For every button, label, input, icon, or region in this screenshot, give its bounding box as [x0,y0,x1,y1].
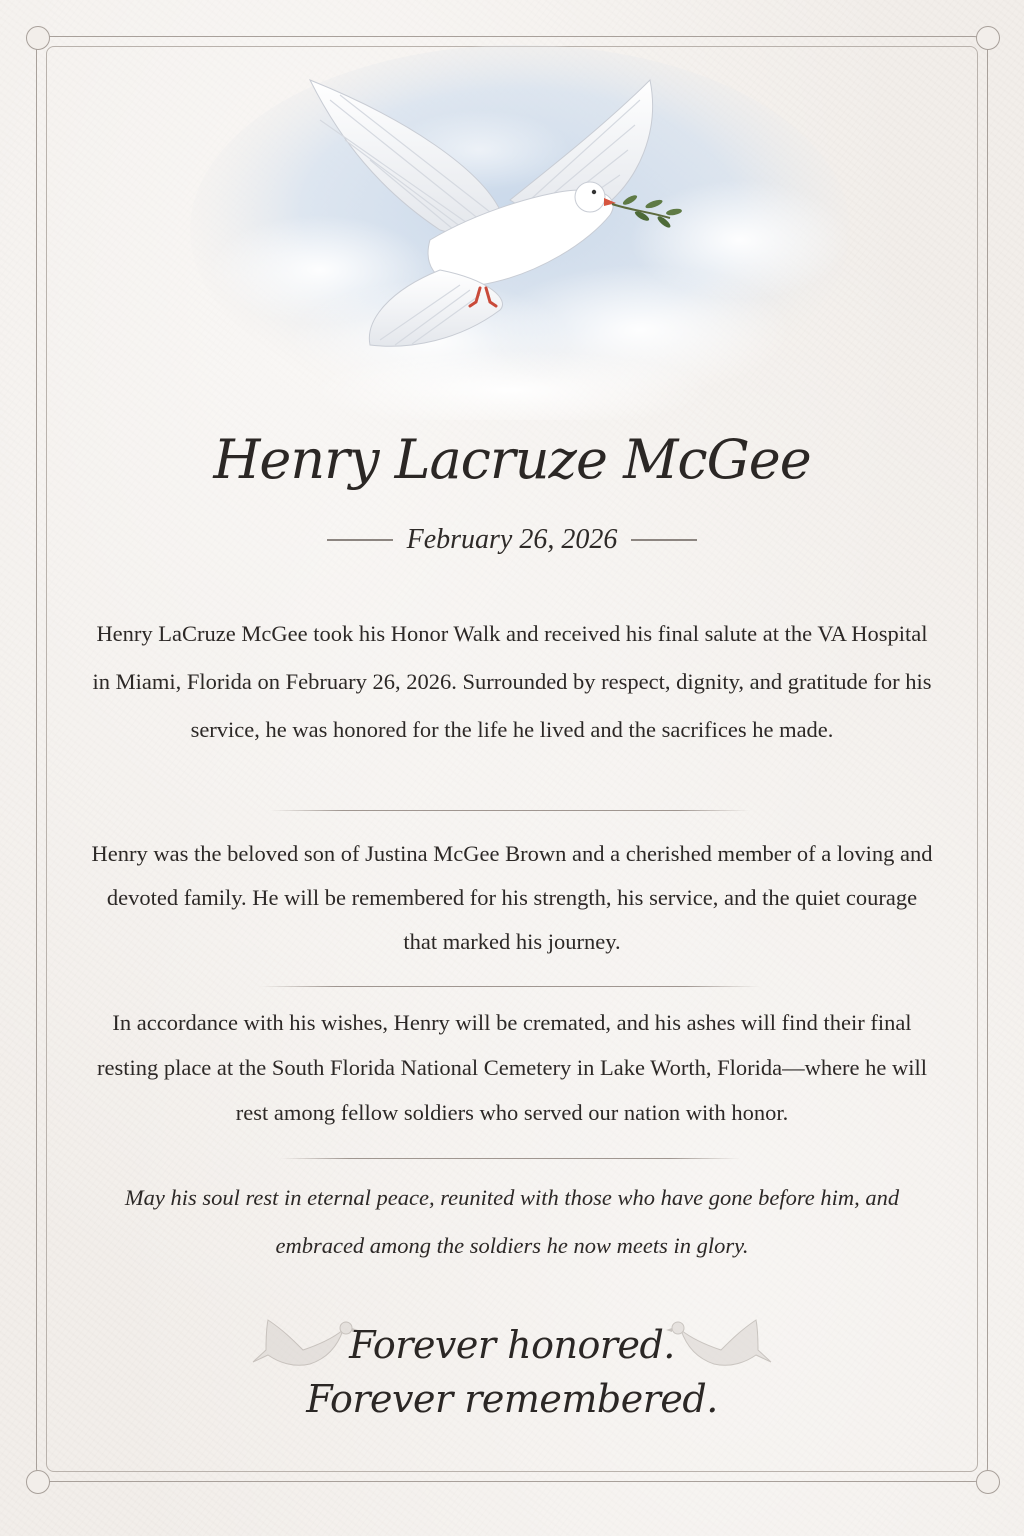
frame-corner-ornament [26,26,50,50]
section-divider [280,1158,740,1159]
dove-with-olive-branch-icon [180,40,860,420]
memorial-name: Henry Lacruze McGee [213,428,811,491]
memorial-date: February 26, 2026 [406,524,618,555]
paragraph-resting-place: In accordance with his wishes, Henry will be cremated, and his ashes will find their final resting place at the South Florida National Cemetery in Lake Worth, Florida—where he will rest among fellow soldiers who served our nation with honor. [96,1010,928,1125]
frame-corner-ornament [976,1470,1000,1494]
section-divider [260,986,760,987]
date-divider-right [631,539,697,541]
date-divider-left [327,539,393,541]
closing-line-2: Forever remembered. [306,1377,718,1421]
frame-corner-ornament [26,1470,50,1494]
section-divider [270,810,750,811]
paragraph-honor-walk: Henry LaCruze McGee took his Honor Walk and received his final salute at the VA Hospital in Miami, Florida on February 26, 2026. Surrounded by respect, dignity, and gratitude for his service, he was honored for the life he lived and the sacrifices he made. [92,621,932,742]
paragraph-family: Henry was the beloved son of Justina McGee Brown and a cherished member of a loving and devoted family. He will be remembered for his strength, his service, and the quiet courage that marked his journey. [91,841,933,954]
prayer-text: May his soul rest in eternal peace, reunited with those who have gone before him, and embraced among the soldiers he now meets in glory. [124,1185,900,1258]
date-row [0,524,1024,556]
closing-line-1: Forever honored. [349,1323,675,1367]
frame-corner-ornament [976,26,1000,50]
closing-lines [0,1318,1024,1426]
